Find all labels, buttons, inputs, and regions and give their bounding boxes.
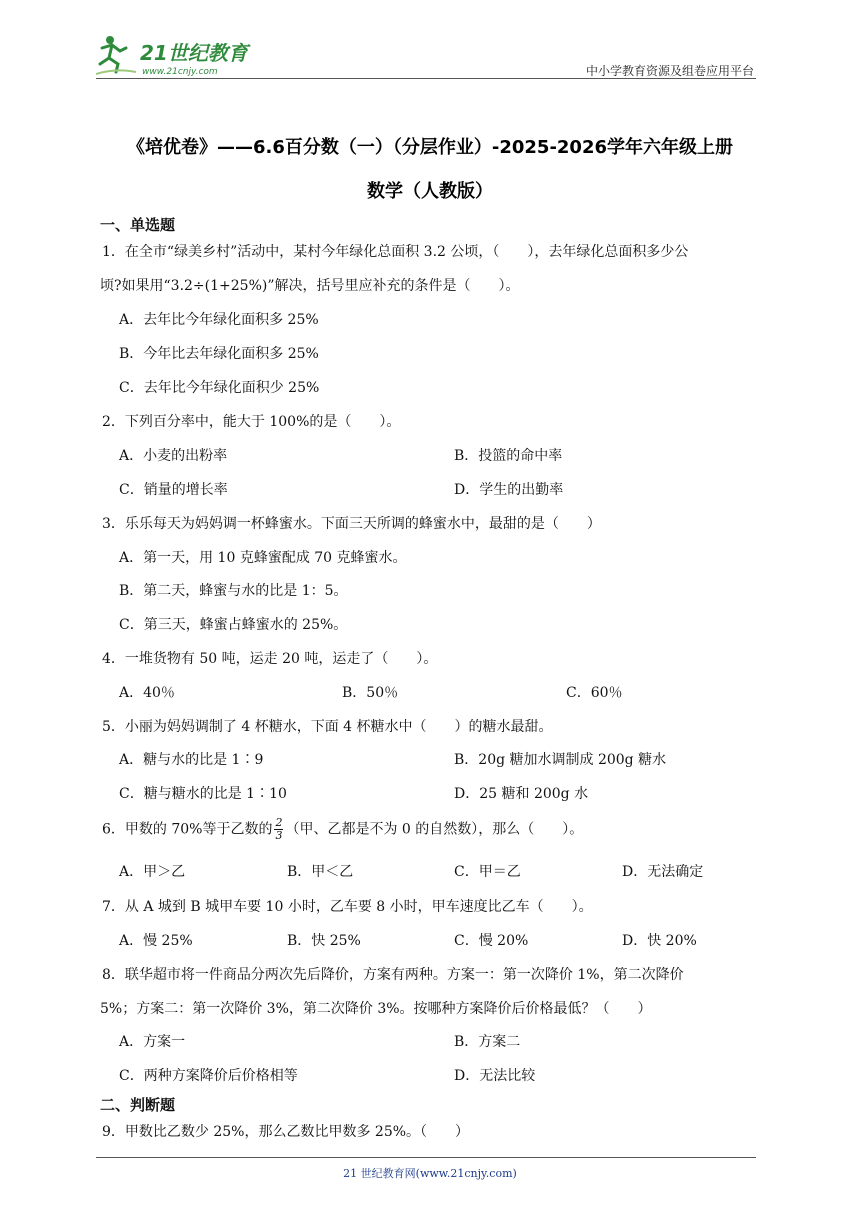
question-7-option-c: C．慢 20% [454, 933, 529, 949]
question-4-option-c: C．60％ [566, 685, 623, 701]
logo-text: 21世纪教育 [140, 41, 248, 65]
question-7-option-d: D．快 20% [622, 933, 697, 949]
page-header [96, 30, 756, 80]
question-2: 2．下列百分率中，能大于 100%的是（ ）。 [102, 414, 401, 430]
question-6-option-b: B．甲＜乙 [287, 864, 354, 880]
question-8-line2: 5%；方案二：第一次降价 3%，第二次降价 3%。按哪种方案降价后价格最低？（ ） [100, 1001, 652, 1017]
footer-divider [96, 1157, 756, 1158]
question-8-option-d: D．无法比较 [454, 1068, 536, 1084]
question-5: 5．小丽为妈妈调制了 4 杯糖水，下面 4 杯糖水中（ ）的糖水最甜。 [102, 719, 553, 735]
fraction-two-thirds [274, 817, 283, 842]
question-7-option-a: A．慢 25% [119, 933, 193, 949]
question-6-option-d: D．无法确定 [622, 864, 704, 880]
question-6 [102, 817, 583, 842]
section-heading: 一、单选题 [100, 216, 176, 234]
question-3: 3．乐乐每天为妈妈调一杯蜂蜜水。下面三天所调的蜂蜜水中，最甜的是（ ） [102, 516, 601, 532]
question-8-option-c: C．两种方案降价后价格相等 [119, 1068, 298, 1084]
question-1-option-a: A．去年比今年绿化面积多 25% [119, 312, 319, 328]
question-1-option-b: B．今年比去年绿化面积多 25% [119, 346, 319, 362]
question-8-option-a: A．方案一 [119, 1034, 186, 1050]
site-logo [96, 34, 266, 78]
question-4: 4．一堆货物有 50 吨，运走 20 吨，运走了（ ）。 [102, 651, 438, 667]
question-7: 7．从 A 城到 B 城甲车要 10 小时，乙车要 8 小时，甲车速度比乙车（ ）。 [102, 899, 593, 915]
question-3-option-a: A．第一天，用 10 克蜂蜜配成 70 克蜂蜜水。 [119, 550, 407, 566]
question-6-option-c: C．甲＝乙 [454, 864, 521, 880]
question-5-option-a: A．糖与水的比是 1∶9 [119, 752, 264, 768]
question-1-line2: 顷?如果用“3.2÷(1+25%)”解决，括号里应补充的条件是（ ）。 [100, 278, 520, 294]
fraction-denominator: 3 [275, 829, 283, 842]
question-5-option-c: C．糖与糖水的比是 1∶10 [119, 786, 287, 802]
section-heading: 二、判断题 [100, 1096, 176, 1114]
question-8-line1: 8．联华超市将一件商品分两次先后降价，方案有两种。方案一：第一次降价 1%，第二次降价 [102, 967, 684, 983]
question-6-text-before: 6．甲数的 70%等于乙数的 [102, 821, 273, 838]
question-2-option-b: B．投篮的命中率 [454, 448, 563, 464]
question-1-line1: 1．在全市“绿美乡村”活动中，某村今年绿化总面积 3.2 公顷，（ ），去年绿化总面积多少公 [102, 244, 689, 260]
question-4-option-b: B．50％ [342, 685, 399, 701]
question-6-option-a: A．甲＞乙 [119, 864, 186, 880]
question-4-option-a: A．40％ [119, 685, 175, 701]
question-3-option-b: B．第二天，蜂蜜与水的比是 1：5。 [119, 583, 348, 599]
question-8-option-b: B．方案二 [454, 1034, 521, 1050]
question-5-option-b: B．20g 糖加水调制成 200g 糖水 [454, 752, 667, 768]
question-7-option-b: B．快 25% [287, 933, 361, 949]
runner-icon [96, 36, 136, 74]
question-6-text-after: （甲、乙都是不为 0 的自然数），那么（ ）。 [285, 821, 584, 838]
question-3-option-c: C．第三天，蜂蜜占蜂蜜水的 25%。 [119, 617, 348, 633]
question-2-option-c: C．销量的增长率 [119, 482, 228, 498]
logo-url: www.21cnjy.com [142, 67, 218, 77]
platform-name: 中小学教育资源及组卷应用平台 [585, 64, 754, 78]
page-footer: 21 世纪教育网(www.21cnjy.com) [343, 1167, 517, 1180]
question-2-option-a: A．小麦的出粉率 [119, 448, 228, 464]
question-2-option-d: D．学生的出勤率 [454, 482, 564, 498]
question-1-option-c: C．去年比今年绿化面积少 25% [119, 380, 320, 396]
question-9: 9．甲数比乙数少 25%，那么乙数比甲数多 25%。（ ） [102, 1124, 470, 1140]
header-divider [96, 78, 756, 79]
page-title: 《培优卷》——6.6百分数（一）（分层作业）-2025-2026学年六年级上册 [126, 137, 734, 158]
page-subtitle: 数学（人教版） [367, 181, 493, 202]
fraction-numerator: 2 [275, 816, 283, 829]
question-5-option-d: D．25 糖和 200g 水 [454, 786, 589, 802]
